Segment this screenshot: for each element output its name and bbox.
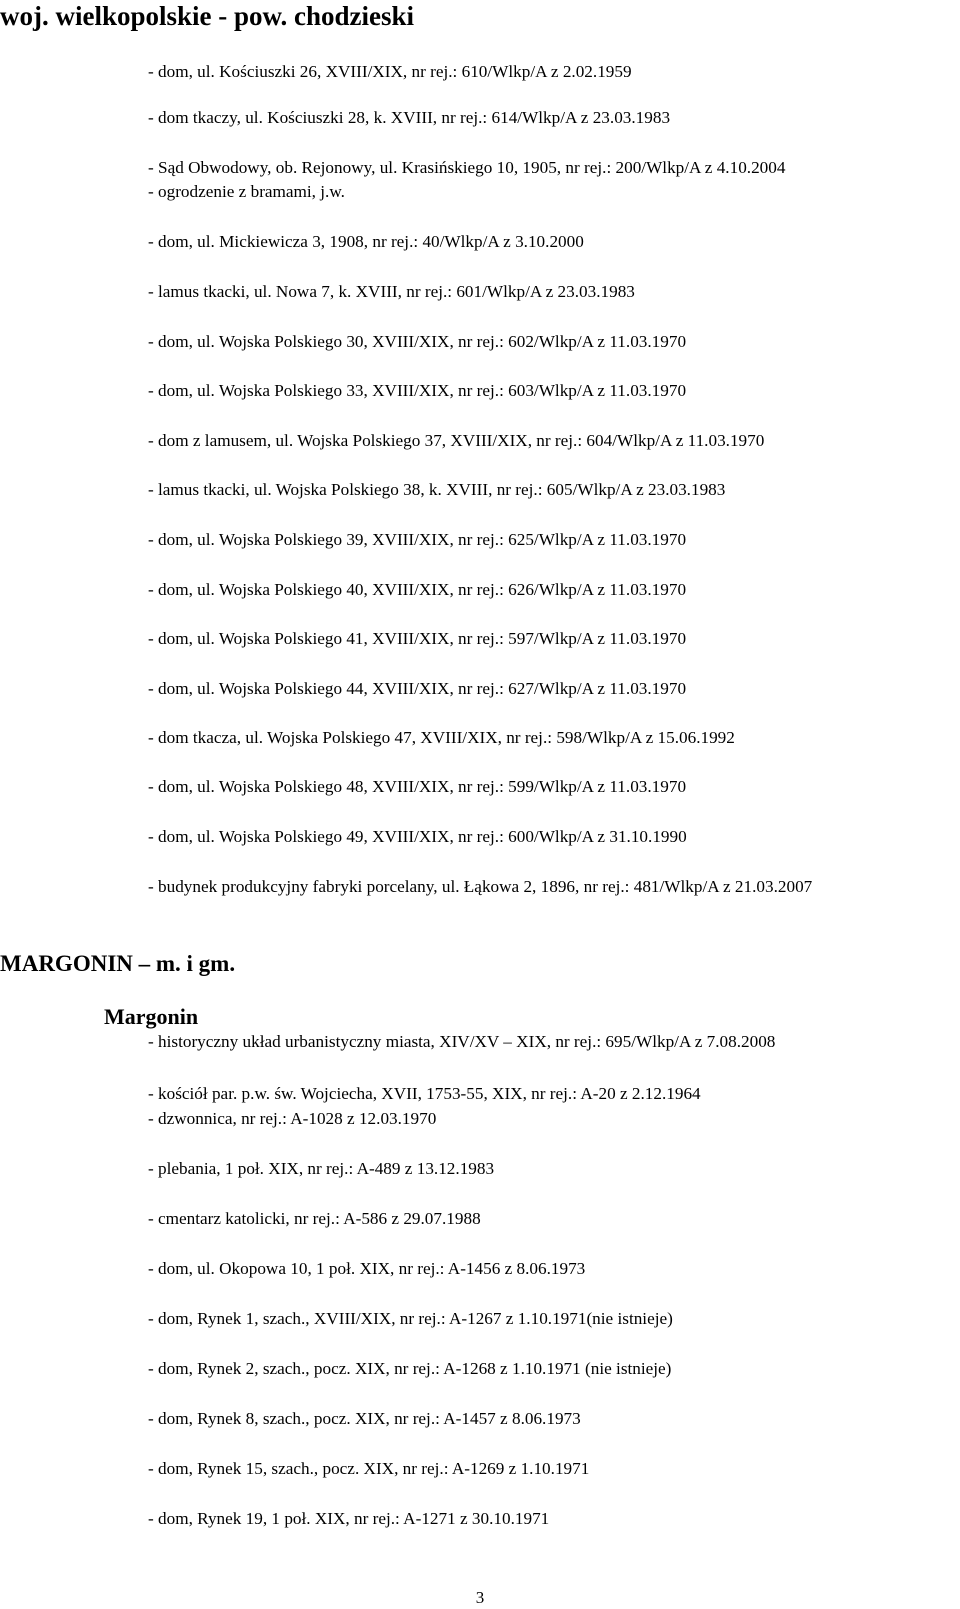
monument-entry: - cmentarz katolicki, nr rej.: A-586 z 29.07.1988 (148, 1209, 481, 1228)
monument-entry: - dom, ul. Wojska Polskiego 33, XVIII/XIX, nr rej.: 603/Wlkp/A z 11.03.1970 (148, 381, 687, 400)
monument-entry: - dom, ul. Wojska Polskiego 40, XVIII/XIX, nr rej.: 626/Wlkp/A z 11.03.1970 (148, 580, 687, 599)
monument-entry: - budynek produkcyjny fabryki porcelany, ul. Łąkowa 2, 1896, nr rej.: 481/Wlkp/A z 21.03.2007 (148, 877, 813, 896)
monument-entry: - ogrodzenie z bramami, j.w. (148, 182, 345, 201)
monument-entry: - dom, ul. Wojska Polskiego 39, XVIII/XIX, nr rej.: 625/Wlkp/A z 11.03.1970 (148, 530, 687, 549)
monument-entry: - kościół par. p.w. św. Wojciecha, XVII, 1753-55, XIX, nr rej.: A-20 z 2.12.1964 (148, 1084, 701, 1103)
monument-entry: - dzwonnica, nr rej.: A-1028 z 12.03.1970 (148, 1109, 437, 1128)
monument-entry: - dom, ul. Wojska Polskiego 41, XVIII/XIX, nr rej.: 597/Wlkp/A z 11.03.1970 (148, 629, 687, 648)
monument-entry: - dom, Rynek 2, szach., pocz. XIX, nr rej.: A-1268 z 1.10.1971 (nie istnieje) (148, 1359, 672, 1378)
monument-entry: - dom, ul. Wojska Polskiego 30, XVIII/XIX, nr rej.: 602/Wlkp/A z 11.03.1970 (148, 332, 687, 351)
subsection-heading: Margonin (104, 1004, 199, 1029)
monument-entry: - dom, ul. Wojska Polskiego 48, XVIII/XIX, nr rej.: 599/Wlkp/A z 11.03.1970 (148, 777, 687, 796)
monument-entry: - dom, ul. Okopowa 10, 1 poł. XIX, nr rej.: A-1456 z 8.06.1973 (148, 1259, 586, 1278)
monument-entry: - dom, ul. Wojska Polskiego 49, XVIII/XIX, nr rej.: 600/Wlkp/A z 31.10.1990 (148, 827, 687, 846)
monument-entry: - plebania, 1 poł. XIX, nr rej.: A-489 z 13.12.1983 (148, 1159, 495, 1178)
page-number: 3 (475, 1588, 485, 1607)
monument-entry: - Sąd Obwodowy, ob. Rejonowy, ul. Krasińskiego 10, 1905, nr rej.: 200/Wlkp/A z 4.10.2004 (148, 158, 786, 177)
monument-entry: - lamus tkacki, ul. Nowa 7, k. XVIII, nr rej.: 601/Wlkp/A z 23.03.1983 (148, 282, 635, 301)
monument-entry: - dom, ul. Mickiewicza 3, 1908, nr rej.: 40/Wlkp/A z 3.10.2000 (148, 232, 584, 251)
section-heading: MARGONIN – m. i gm. (0, 951, 236, 976)
monument-entry: - dom z lamusem, ul. Wojska Polskiego 37, XVIII/XIX, nr rej.: 604/Wlkp/A z 11.03.1970 (148, 431, 765, 450)
monument-entry: - dom, Rynek 1, szach., XVIII/XIX, nr rej.: A-1267 z 1.10.1971(nie istnieje) (148, 1309, 673, 1328)
monument-entry: - dom, Rynek 15, szach., pocz. XIX, nr rej.: A-1269 z 1.10.1971 (148, 1459, 590, 1478)
monument-entry: - historyczny układ urbanistyczny miasta, XIV/XV – XIX, nr rej.: 695/Wlkp/A z 7.08.2008 (148, 1032, 776, 1051)
monument-entry: - dom, ul. Kościuszki 26, XVIII/XIX, nr rej.: 610/Wlkp/A z 2.02.1959 (148, 62, 632, 81)
monument-entry: - dom tkaczy, ul. Kościuszki 28, k. XVIII, nr rej.: 614/Wlkp/A z 23.03.1983 (148, 108, 671, 127)
page-title: woj. wielkopolskie - pow. chodzieski (0, 1, 415, 31)
monument-entry: - lamus tkacki, ul. Wojska Polskiego 38, k. XVIII, nr rej.: 605/Wlkp/A z 23.03.1983 (148, 480, 726, 499)
monument-entry: - dom, ul. Wojska Polskiego 44, XVIII/XIX, nr rej.: 627/Wlkp/A z 11.03.1970 (148, 679, 687, 698)
monument-entry: - dom, Rynek 19, 1 poł. XIX, nr rej.: A-1271 z 30.10.1971 (148, 1509, 550, 1528)
monument-entry: - dom tkacza, ul. Wojska Polskiego 47, XVIII/XIX, nr rej.: 598/Wlkp/A z 15.06.1992 (148, 728, 735, 747)
monument-entry: - dom, Rynek 8, szach., pocz. XIX, nr rej.: A-1457 z 8.06.1973 (148, 1409, 581, 1428)
